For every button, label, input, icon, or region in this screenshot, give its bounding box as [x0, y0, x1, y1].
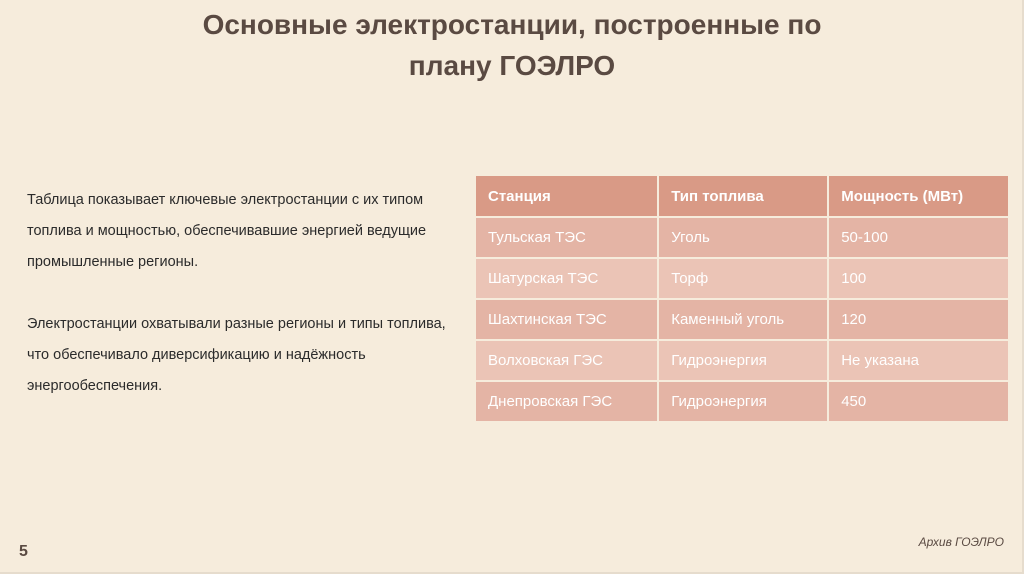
cell-fuel-type: Уголь: [658, 217, 828, 258]
cell-fuel-type: Гидроэнергия: [658, 381, 828, 422]
cell-station: Шахтинская ТЭС: [475, 299, 658, 340]
cell-fuel-type: Каменный уголь: [658, 299, 828, 340]
cell-capacity: 450: [828, 381, 1009, 422]
cell-station: Днепровская ГЭС: [475, 381, 658, 422]
cell-capacity: 50-100: [828, 217, 1009, 258]
cell-capacity: 120: [828, 299, 1009, 340]
cell-fuel-type: Торф: [658, 258, 828, 299]
description-paragraph-2: Электростанции охватывали разные регионы и типы топлива, что обеспечивало диверсификацию и надёжность энергообеспечения.: [27, 316, 446, 394]
header-station: Станция: [475, 175, 658, 217]
footer-source: Архив ГОЭЛРО: [918, 535, 1004, 549]
table-row: [475, 299, 1009, 340]
slide-title: [130, 4, 894, 86]
cell-station: Шатурская ТЭС: [475, 258, 658, 299]
table-row: [475, 381, 1009, 422]
table-row: [475, 340, 1009, 381]
page-number: 5: [19, 543, 28, 560]
description-paragraph-1: Таблица показывает ключевые электростанции с их типом топлива и мощностью, обеспечивавшие энергией ведущие промышленные регионы.: [27, 192, 427, 270]
table-header-row: [475, 175, 1009, 217]
cell-capacity: Не указана: [828, 340, 1009, 381]
cell-fuel-type: Гидроэнергия: [658, 340, 828, 381]
header-capacity: Мощность (МВт): [828, 175, 1009, 217]
table-row: [475, 217, 1009, 258]
header-fuel-type: Тип топлива: [658, 175, 828, 217]
table-row: [475, 258, 1009, 299]
cell-station: Волховская ГЭС: [475, 340, 658, 381]
description-text: [27, 185, 452, 402]
cell-capacity: 100: [828, 258, 1009, 299]
slide-title-line-1: Основные электростанции, построенные по: [202, 9, 822, 40]
power-stations-table: [474, 174, 1010, 423]
cell-station: Тульская ТЭС: [475, 217, 658, 258]
slide-title-line-2: плану ГОЭЛРО: [408, 50, 616, 81]
